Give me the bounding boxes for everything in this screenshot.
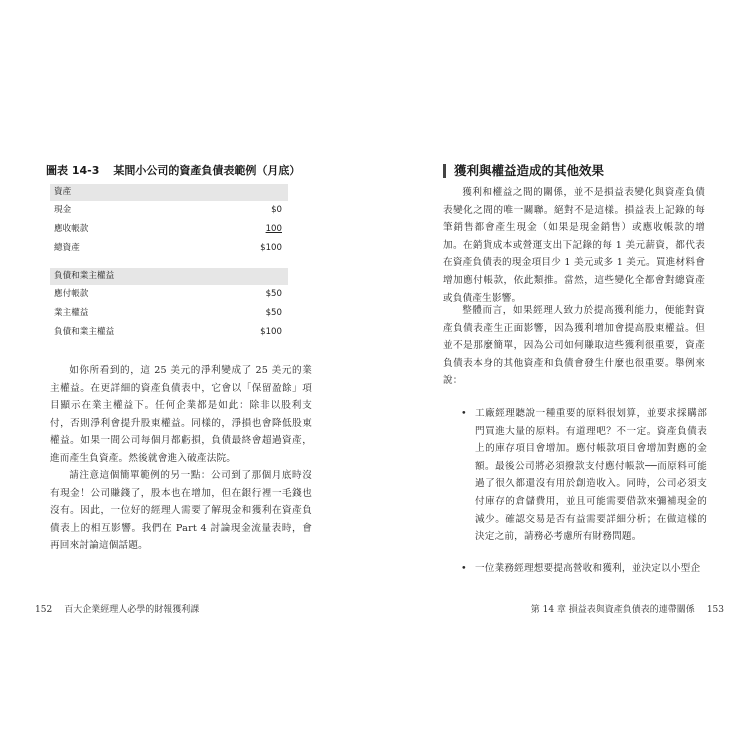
bullet-item [461,560,707,578]
body-paragraph: 整體而言，如果經理人致力於提高獲利能力，便能對資產負債表產生正面影響，因為獲利增加會提高股東權益。但並不是那麼簡單，因為公司如何賺取這些獲利很重要，資產負債表本身的其他資產和負債會發生什麼也很重要。舉例來說： [443,305,705,387]
table-row [50,239,288,258]
page-number: 153 [706,605,724,615]
row-value: $50 [265,308,282,318]
bullet-icon: • [461,563,467,574]
table-row [50,220,288,239]
chapter-title: 損益表與資產負債表的連帶關係 [568,605,695,615]
table-row [50,201,288,220]
row-label: 應收帳款 [54,224,89,234]
body-paragraph: 如你所看到的，這 25 美元的淨利變成了 25 美元的業主權益。在更詳細的資產負債表中，它會以「保留盈餘」項目顯示在業主權益下。任何企業都是如此：除非以股利支付，否則淨利會提升股東權益。同樣的，淨損也會降低股東權益。如果一間公司每個月都虧損，負債最終會超過資產，進而產生負資產。然後就會進入破產法院。 [50,365,312,464]
right-footer [531,602,724,615]
row-label: 業主權益 [54,308,89,318]
bullet-text: 一位業務經理想要提高營收和獲利，並決定以小型企 [475,563,701,574]
row-label: 現金 [54,205,72,215]
bullet-icon: • [461,408,467,419]
assets-table [50,184,288,258]
row-value: $100 [260,243,282,253]
table-row [50,323,288,342]
row-value: $0 [271,205,282,215]
bullet-item [461,405,707,546]
book-title: 百大企業經理人必學的財報獲利課 [64,605,200,615]
table-number: 圖表 14-3 [46,164,100,177]
table-row [50,285,288,304]
body-paragraph: 獲利和權益之間的關係，並不是損益表變化與資產負債表變化之間的唯一關聯。絕對不是這樣。損益表上記錄的每筆銷售都會產生現金（如果是現金銷售）或應收帳款的增加。在銷貨成本或營運支出下記錄的每 1 美元薪資，都代表在資產負債表的現金項目少 1 美元或多 1 美元。買進材料會增加應付帳款，依此類推。當然，這些變化全都會對總資產或負債產生影響。 [443,187,705,304]
row-label: 應付帳款 [54,289,89,299]
body-paragraph: 請注意這個簡單範例的另一點：公司到了那個月底時沒有現金！公司賺錢了，股本也在增加，但在銀行裡一毛錢也沒有。因此，一位好的經理人需要了解現金和獲利在資產負債表上的相互影響。我們在 Part 4 討論現金流量表時，會再回來討論這個話題。 [50,470,312,552]
chapter-label: 第 14 章 [530,605,566,615]
right-page [375,0,750,750]
table-row [50,304,288,323]
left-footer [35,602,199,615]
row-label: 總資產 [54,243,80,253]
assets-header: 資產 [50,184,288,201]
section-title: 獲利與權益造成的其他效果 [443,164,604,178]
liabilities-table [50,268,288,342]
row-label: 負債和業主權益 [54,327,115,337]
table-caption [46,162,346,178]
page-number: 152 [35,605,53,615]
row-value: 100 [265,224,282,234]
row-value: $50 [265,289,282,299]
table-title: 某間小公司的資產負債表範例（月底） [113,164,301,177]
bullet-text: 工廠經理聽說一種重要的原料很划算，並要求採購部門買進大量的原料。有道理吧？不一定。資產負債表上的庫存項目會增加。應付帳款項目會增加對應的金額。最後公司將必須撥款支付應付帳款──而原料可能過了很久都還沒有用於創造收入。同時，公司必須支付庫存的倉儲費用，並且可能需要借款來彌補現金的減少。確認交易是否有益需要詳細分析；在做這樣的決定之前，請務必考慮所有財務問題。 [475,408,707,543]
row-value: $100 [260,327,282,337]
liabilities-header: 負債和業主權益 [50,268,288,285]
